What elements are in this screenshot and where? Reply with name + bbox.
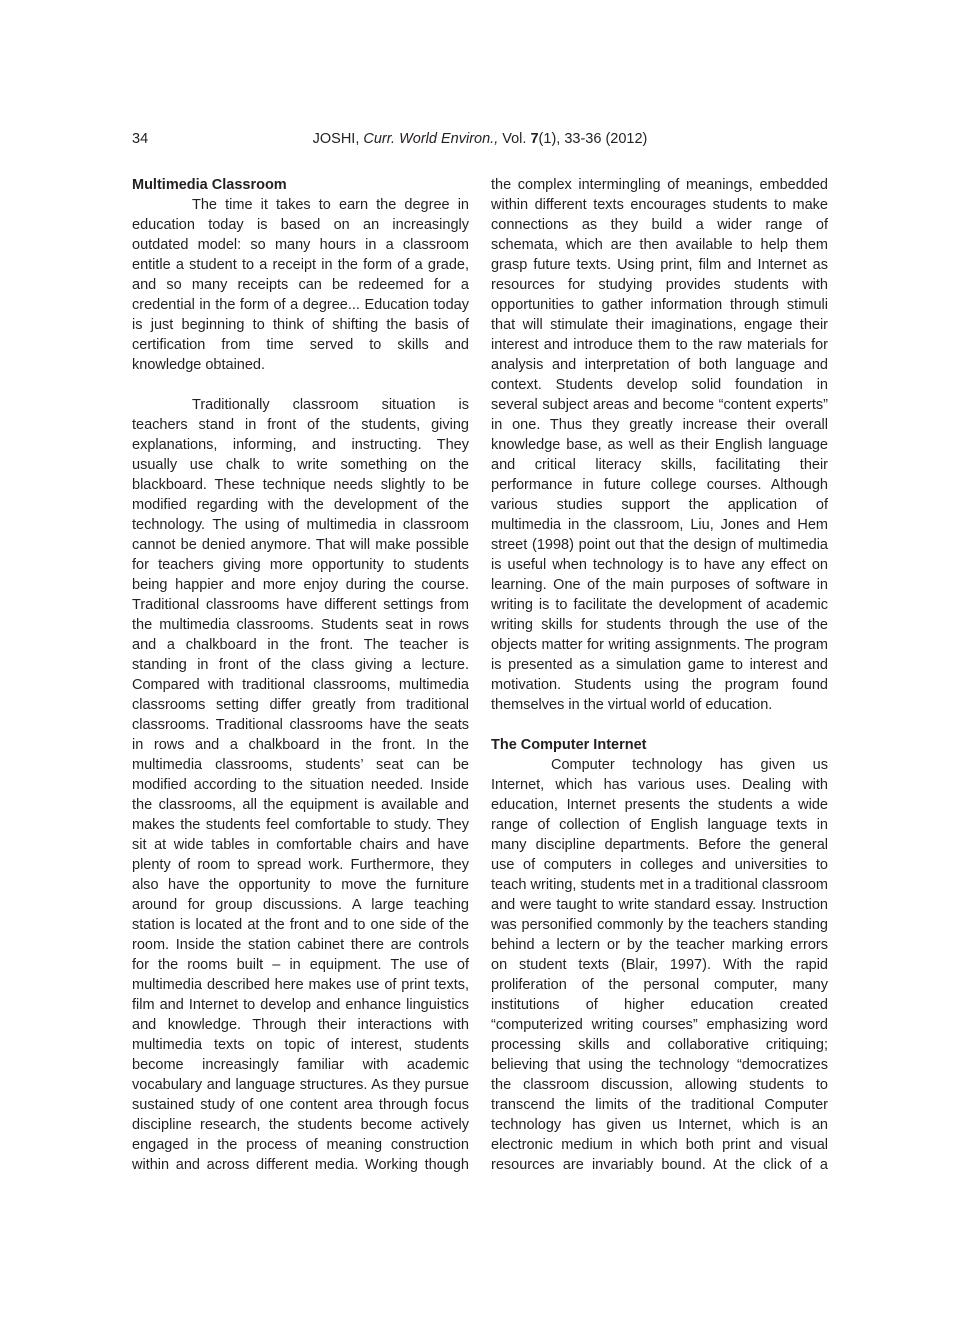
text-line: for the rooms built – in equipment. The use of [132,957,469,973]
text-line: grasp future texts. Using print, film and Internet as [491,257,828,273]
text-line: multimedia texts on topic of interest, students [132,1037,469,1053]
text-line: in rows and a chalkboard in the front. In the [132,737,469,753]
text-line: Internet, which has various uses. Dealing with [491,777,828,793]
text-line: around for group discussions. A large teaching [132,897,469,913]
text-line: Traditionally classroom situation is [192,397,469,413]
text-line: outdated model: so many hours in a classroom [132,237,469,253]
text-line: plenty of room to spread work. Furthermore, they [132,857,469,873]
text-line: classrooms. Traditional classrooms have the seats [132,717,469,733]
text-line: Traditional classrooms have different settings from [132,597,469,613]
text-line: and were taught to write standard essay. Instruction [491,897,828,913]
text-line: and so many receipts can be redeemed for a [132,277,469,293]
text-line: on student texts (Blair, 1997). With the rapid [491,957,828,973]
text-line: multimedia classrooms, students’ seat can be [132,757,469,773]
text-line: motivation. Students using the program found [491,677,828,693]
text-line: for teachers giving more opportunity to students [132,557,469,573]
text-line: connections as they build a wider range of [491,217,828,233]
text-line: knowledge base, as well as their English language [491,437,828,453]
text-line: entitle a student to a receipt in the form of a grade, [132,257,469,273]
text-line: technology has given us Internet, which is an [491,1117,828,1133]
text-line: resources for studying provides students with [491,277,828,293]
text-line: vocabulary and language structures. As they pursue [132,1077,469,1093]
text-line: teachers stand in front of the students, giving [132,417,469,433]
text-line: believing that using the technology “democratizes [491,1057,828,1073]
text-line: The time it takes to earn the degree in [192,197,469,213]
text-line: explanations, informing, and instructing. They [132,437,469,453]
text-line: interest and introduce them to the raw materials for [491,337,828,353]
header-vol-label: Vol. [498,131,531,147]
text-line: sit at wide tables in comfortable chairs and have [132,837,469,853]
text-line: usually use chalk to write something on the [132,457,469,473]
text-line: electronic medium in which both print and visual [491,1137,828,1153]
header-journal: Curr. World Environ., [363,131,499,147]
text-line: modified regarding with the development of the [132,497,469,513]
text-line: several subject areas and become “content experts” [491,397,828,413]
text-line: makes the students feel comfortable to study. They [132,817,469,833]
text-line: institutions of higher education created [491,997,828,1013]
text-line: is presented as a simulation game to interest and [491,657,828,673]
text-line: room. Inside the station cabinet there are controls [132,937,469,953]
text-line: is just beginning to think of shifting the basis of [132,317,469,333]
text-line: within different texts encourages students to make [491,197,828,213]
text-line: modified according to the situation needed. Inside [132,777,469,793]
text-line: become increasingly familiar with academic [132,1057,469,1073]
text-line: the complex intermingling of meanings, embedded [491,177,828,193]
text-line: context. Students develop solid foundation in [491,377,828,393]
text-line: and knowledge. Through their interactions with [132,1017,469,1033]
text-line: proliferation of the personal computer, many [491,977,828,993]
text-line: writing skills for students through the use of the [491,617,828,633]
page-number: 34 [132,131,149,147]
text-line: the classrooms, all the equipment is available and [132,797,469,813]
text-line: is useful when technology is to have any effect on [491,557,828,573]
text-line: technology. The using of multimedia in classroom [132,517,469,533]
text-line: credential in the form of a degree... Education today [132,297,469,313]
text-line: multimedia described here makes use of print texts, [132,977,469,993]
text-line: “computerized writing courses” emphasizing word [491,1017,828,1033]
right-column [491,175,828,1175]
text-line: resources are invariably bound. At the click of a [491,1157,828,1173]
text-line: the multimedia classrooms. Students seat in rows [132,617,469,633]
text-line: sustained study of one content area through focus [132,1097,469,1113]
header-issue: (1), 33-36 (2012) [538,131,648,147]
text-line: range of collection of English language texts in [491,817,828,833]
text-line: processing skills and collaborative critiquing; [491,1037,828,1053]
text-line: knowledge obtained. [132,357,266,373]
text-line: engaged in the process of meaning construction [132,1137,469,1153]
text-line: being happier and more enjoy during the course. [132,577,469,593]
text-line: many discipline departments. Before the general [491,837,828,853]
text-line: within and across different media. Working though [132,1157,469,1173]
text-line: themselves in the virtual world of education. [491,697,773,713]
text-line: and critical literacy skills, facilitating their [491,457,828,473]
text-line: cannot be denied anymore. That will make possible [132,537,469,553]
text-line: street (1998) point out that the design of multimedia [491,537,828,553]
text-line: performance in future college courses. Although [491,477,828,493]
section-heading: Multimedia Classroom [132,177,287,193]
text-line: the classroom discussion, allowing students to [491,1077,828,1093]
text-line: in one. Thus they greatly increase their overall [491,417,828,433]
text-line: opportunities to gather information through stimuli [491,297,828,313]
text-line: learning. One of the main purposes of software in [491,577,828,593]
header-volume: 7 [530,131,539,147]
text-line: behind a lectern or by the teacher marking errors [491,937,828,953]
text-line: film and Internet to develop and enhance linguistics [132,997,469,1013]
text-line: transcend the limits of the traditional Computer [491,1097,828,1113]
running-header [0,129,960,149]
text-line: teach writing, students met in a traditional classroom [491,877,828,893]
text-line: station is located at the front and to one side of the [132,917,469,933]
text-line: various studies support the application of [491,497,828,513]
text-line: certification from time served to skills and [132,337,469,353]
text-line: and a chalkboard in the front. The teacher is [132,637,469,653]
text-line: objects matter for writing assignments. The program [491,637,828,653]
text-line: standing in front of the class giving a lecture. [132,657,469,673]
text-line: Compared with traditional classrooms, multimedia [132,677,469,693]
text-line: was personified commonly by the teachers standing [491,917,828,933]
text-line: education, Internet presents the students a wide [491,797,828,813]
text-line: that will stimulate their imaginations, engage their [491,317,828,333]
text-line: multimedia in the classroom, Liu, Jones and Hem [491,517,828,533]
text-line: writing is to facilitate the development of academic [491,597,828,613]
text-line: Computer technology has given us [551,757,828,773]
header-author: JOSHI, [312,131,364,147]
text-line: analysis and interpretation of both language and [491,357,828,373]
text-line: classrooms setting differ greatly from traditional [132,697,469,713]
text-line [491,715,828,735]
text-line: education today is based on an increasingly [132,217,469,233]
text-line [132,375,469,395]
left-column [132,175,469,1175]
text-line: schemata, which are then available to help them [491,237,828,253]
text-line: use of computers in colleges and universities to [491,857,828,873]
section-heading: The Computer Internet [491,737,647,753]
text-line: blackboard. These technique needs slightly to be [132,477,469,493]
text-line: also have the opportunity to move the furniture [132,877,469,893]
text-line: discipline research, the students become actively [132,1117,469,1133]
